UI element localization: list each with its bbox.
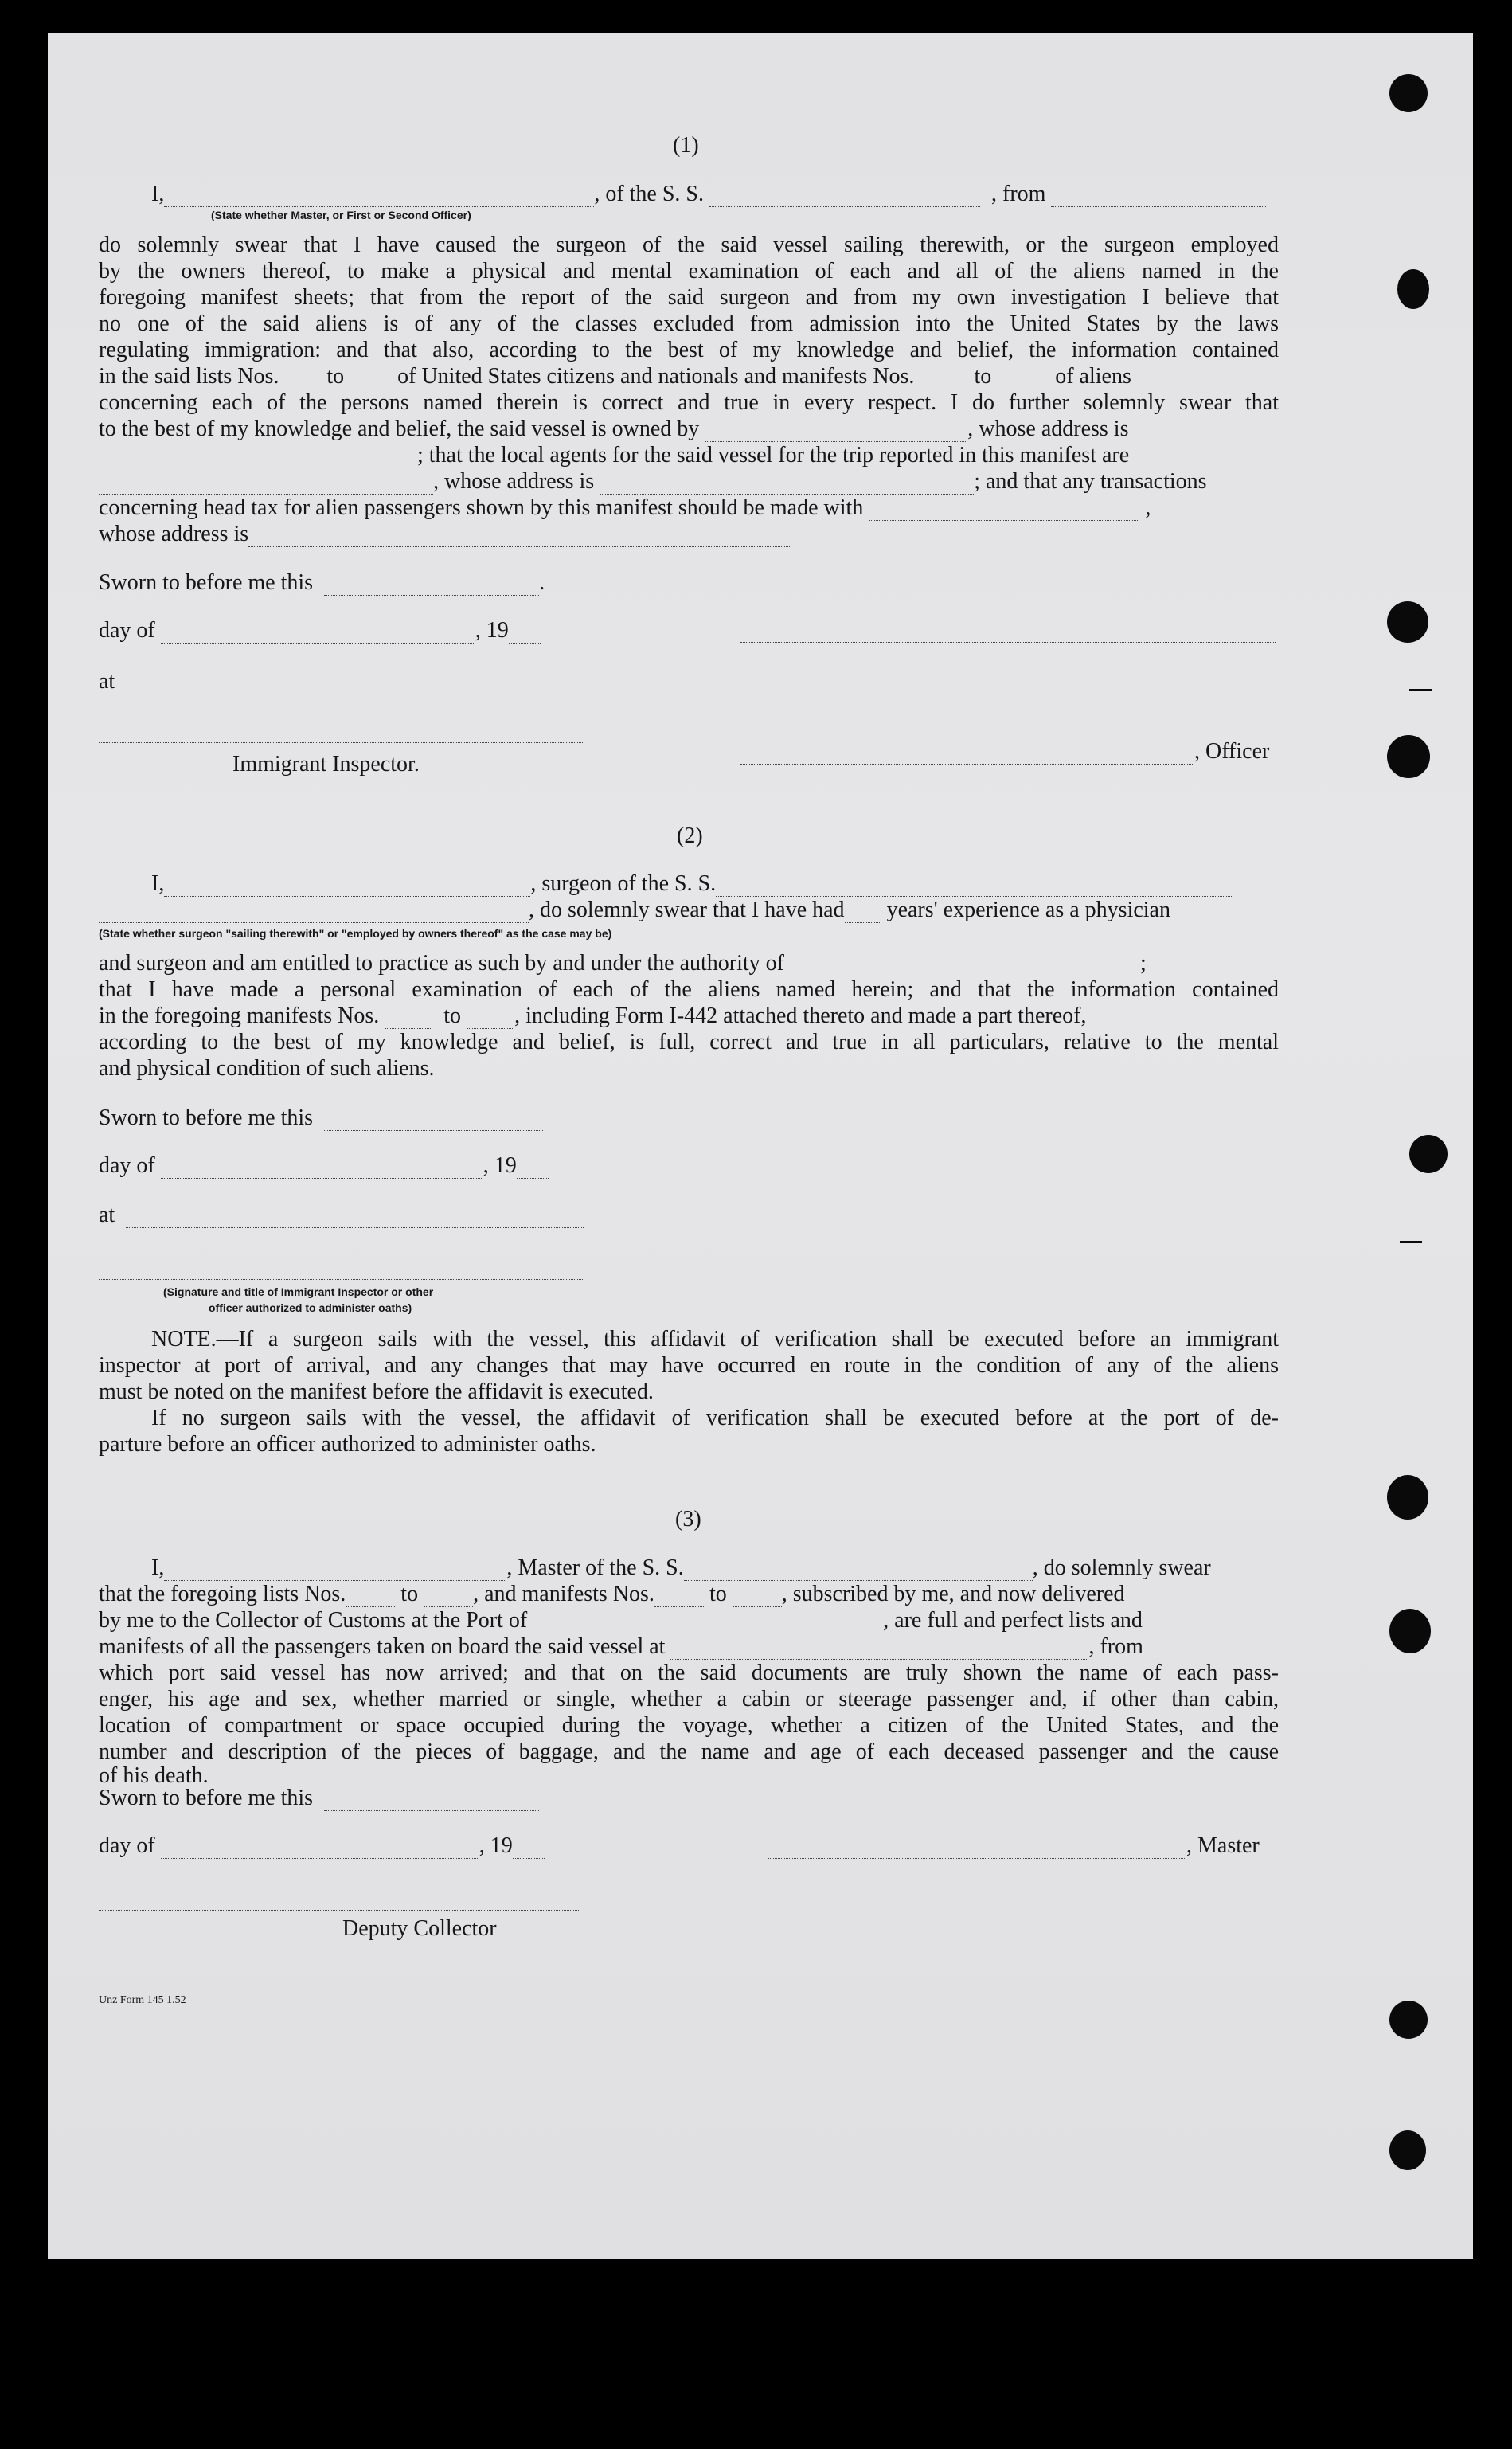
s2-sworn-date-field[interactable] — [324, 1113, 543, 1131]
margin-mark — [1400, 1241, 1422, 1243]
s3-manifests-to-field[interactable] — [733, 1589, 782, 1607]
note-line-last: must be noted on the manifest before the affidavit is executed. — [99, 1379, 654, 1404]
years-field[interactable] — [845, 905, 881, 923]
punch-hole — [1387, 735, 1430, 778]
s1-sworn: Sworn to before me this . — [99, 570, 545, 595]
surgeon-name-field[interactable] — [164, 878, 530, 897]
section-3-heading: (3) — [675, 1507, 701, 1532]
note-line: inspector at port of arrival, and any changes that may have occurred en route in the condition of any of the aliens — [99, 1353, 1279, 1378]
s3-para-line: location of compartment or space occupied during the voyage, whether a citizen of the United States, and the — [99, 1713, 1279, 1738]
s2-line-5: in the foregoing manifests Nos. to , including Form I-442 attached thereto and made a part thereof, — [99, 1003, 1087, 1028]
head-tax-address-field[interactable] — [248, 529, 790, 547]
punch-hole — [1409, 1135, 1448, 1173]
s2-line-6: according to the best of my knowledge and belief, is full, correct and true in all particulars, relative to the mental — [99, 1030, 1279, 1054]
s3-last-line: of his death. — [99, 1763, 209, 1788]
punch-hole — [1387, 601, 1428, 643]
surgeon-status-field[interactable] — [99, 905, 529, 923]
master-note: (State whether Master, or First or Second Officer) — [211, 209, 471, 221]
s3-vessel-field[interactable] — [684, 1563, 1033, 1581]
s1-at-field[interactable] — [126, 676, 572, 694]
s3-manifests-from-field[interactable] — [654, 1589, 704, 1607]
s1-line-12: concerning head tax for alien passengers shown by this manifest should be made with , — [99, 495, 1151, 520]
s1-year-field[interactable] — [509, 625, 541, 644]
punch-hole — [1389, 1609, 1431, 1653]
owner-address-field[interactable] — [99, 450, 417, 468]
punch-hole — [1389, 2001, 1428, 2039]
signature-note-2: officer authorized to administer oaths) — [209, 1301, 412, 1314]
head-tax-party-field[interactable] — [869, 503, 1139, 521]
s2-line-4: that I have made a personal examination of each of the aliens named herein; and that the information contained — [99, 977, 1279, 1002]
s1-para-line: do solemnly swear that I have caused the surgeon of the said vessel sailing therewith, or the surgeon employed — [99, 233, 1279, 257]
form-id: Unz Form 145 1.52 — [99, 1994, 186, 2006]
agents-address-field[interactable] — [600, 476, 974, 495]
s2-manifests-to-field[interactable] — [467, 1011, 514, 1029]
punch-hole — [1387, 1475, 1428, 1520]
section-1-heading: (1) — [673, 133, 699, 158]
boarding-port-field[interactable] — [670, 1641, 1088, 1660]
s3-dayof: day of , 19 — [99, 1833, 545, 1859]
s1-dayof: day of , 19 — [99, 618, 541, 644]
s3-line-4: manifests of all the passengers taken on board the said vessel at , from — [99, 1634, 1143, 1659]
port-field[interactable] — [533, 1615, 883, 1633]
s3-master: , Master — [768, 1833, 1260, 1859]
deputy-signature-line[interactable] — [99, 1908, 580, 1911]
s3-para-line: which port said vessel has now arrived; and that on the said documents are truly shown the name of each pass- — [99, 1661, 1279, 1685]
s1-para-line: by the owners thereof, to make a physical and mental examination of each and all of the aliens named in the — [99, 259, 1279, 284]
s2-vessel-field[interactable] — [716, 878, 1233, 897]
s2-dayof: day of , 19 — [99, 1153, 549, 1179]
s1-para-line: no one of the said aliens is of any of the classes excluded from admission into the United States by the laws — [99, 311, 1279, 336]
s3-para-line: enger, his age and sex, whether married or single, whether a cabin or steerage passenger and, if other than cabin, — [99, 1687, 1279, 1712]
lists-to-field[interactable] — [344, 371, 392, 389]
inspector-signature-line[interactable] — [99, 741, 584, 743]
officer-signature-field[interactable] — [740, 746, 1194, 765]
deputy-collector-label: Deputy Collector — [342, 1916, 497, 1941]
note-line: NOTE.—If a surgeon sails with the vessel, this affidavit of verification shall be executed before an immigrant — [151, 1327, 1279, 1352]
manifests-to-field[interactable] — [997, 371, 1049, 389]
s3-sworn: Sworn to before me this — [99, 1786, 539, 1811]
s3-lists-from-field[interactable] — [346, 1589, 395, 1607]
from-field[interactable] — [1051, 189, 1266, 207]
s3-line-1: I, , Master of the S. S. , do solemnly swear — [151, 1555, 1211, 1580]
s1-line-11: , whose address is ; and that any transactions — [99, 469, 1207, 495]
s2-at-field[interactable] — [126, 1210, 584, 1228]
s1-para-line: foregoing manifest sheets; that from the report of the said surgeon and from my own investigation I believe that — [99, 285, 1279, 310]
officer-signature-line-top[interactable] — [740, 640, 1276, 643]
section-2-heading: (2) — [677, 824, 703, 848]
s3-lists-to-field[interactable] — [424, 1589, 473, 1607]
master-name-field[interactable] — [164, 189, 594, 207]
authority-field[interactable] — [784, 958, 1135, 976]
local-agents-field[interactable] — [99, 476, 433, 495]
note2-line: If no surgeon sails with the vessel, the affidavit of verification shall be executed before at the port of de- — [151, 1406, 1279, 1430]
punch-hole — [1389, 74, 1428, 112]
s2-manifests-from-field[interactable] — [385, 1011, 432, 1029]
s2-inspector-signature-line[interactable] — [99, 1277, 584, 1280]
s1-line-1: I, , of the S. S. , from — [151, 182, 1266, 207]
master-signature-field[interactable] — [768, 1841, 1186, 1859]
s3-para-line: number and description of the pieces of baggage, and the name and age of each deceased passenger and the cause — [99, 1739, 1279, 1764]
s3-line-3: by me to the Collector of Customs at the Port of , are full and perfect lists and — [99, 1608, 1143, 1633]
s2-line-7: and physical condition of such aliens. — [99, 1056, 435, 1081]
s2-year-field[interactable] — [517, 1160, 549, 1179]
s1-at: at — [99, 669, 572, 694]
owner-field[interactable] — [705, 424, 967, 442]
s1-sworn-date-field[interactable] — [324, 577, 539, 596]
vessel-name-field[interactable] — [709, 189, 980, 207]
punch-hole — [1397, 269, 1429, 309]
s2-line-2: , do solemnly swear that I have had years' experience as a physician — [99, 898, 1170, 923]
s2-line-1: I, , surgeon of the S. S. — [151, 871, 1233, 897]
s1-line-10: ; that the local agents for the said vessel for the trip reported in this manifest are — [99, 443, 1129, 468]
s3-line-2: that the foregoing lists Nos. to , and manifests Nos. to , subscribed by me, and now delivered — [99, 1582, 1125, 1606]
s3-year-field[interactable] — [513, 1841, 545, 1859]
s3-day-field[interactable] — [161, 1841, 479, 1859]
immigrant-inspector-label: Immigrant Inspector. — [232, 752, 420, 777]
s3-master-name-field[interactable] — [164, 1563, 506, 1581]
surgeon-note: (State whether surgeon "sailing therewith" or "employed by owners thereof" as the case may be) — [99, 927, 612, 940]
s3-sworn-date-field[interactable] — [324, 1793, 539, 1811]
punch-hole — [1389, 2130, 1426, 2170]
s1-day-field[interactable] — [161, 625, 475, 644]
s2-at: at — [99, 1203, 584, 1228]
s1-line-7: in the said lists Nos. to of United States citizens and nationals and manifests Nos. to of aliens — [99, 364, 1131, 389]
s2-sworn: Sworn to before me this — [99, 1105, 543, 1131]
s1-line-13: whose address is — [99, 522, 790, 547]
note2-line-last: parture before an officer authorized to administer oaths. — [99, 1432, 596, 1457]
s1-line-8: concerning each of the persons named therein is correct and true in every respect. I do further solemnly swear that — [99, 390, 1279, 415]
s1-para-line: regulating immigration: and that also, according to the best of my knowledge and belief, the information contained — [99, 338, 1279, 362]
s2-line-3: and surgeon and am entitled to practice as such by and under the authority of ; — [99, 951, 1147, 976]
lists-from-field[interactable] — [279, 371, 326, 389]
manifests-from-field[interactable] — [914, 371, 968, 389]
signature-note-1: (Signature and title of Immigrant Inspector or other — [163, 1285, 434, 1298]
s1-line-9: to the best of my knowledge and belief, the said vessel is owned by , whose address is — [99, 417, 1129, 441]
s2-day-field[interactable] — [161, 1160, 483, 1179]
s1-officer: , Officer — [740, 739, 1269, 765]
margin-mark — [1409, 689, 1432, 691]
